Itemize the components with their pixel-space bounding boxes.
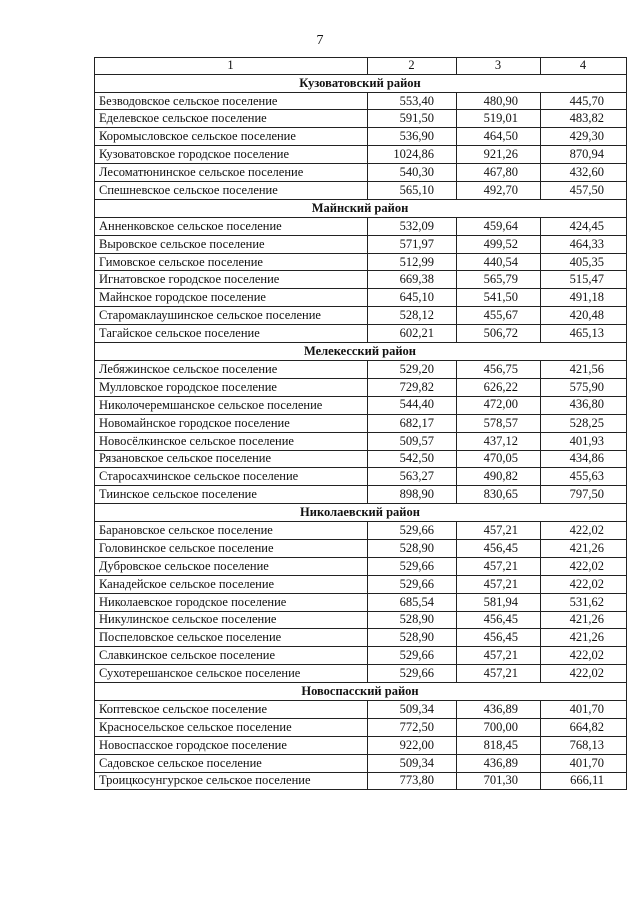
table-row <box>95 253 627 271</box>
table-row <box>95 575 627 593</box>
settlement-name: Лесоматюнинское сельское поселение <box>95 164 368 182</box>
settlement-name: Гимовское сельское поселение <box>95 253 368 271</box>
value-col-4: 666,11 <box>541 772 627 790</box>
value-col-2: 602,21 <box>368 325 457 343</box>
table-row <box>95 539 627 557</box>
settlement-name: Красносельское сельское поселение <box>95 718 368 736</box>
value-col-3: 456,75 <box>457 360 541 378</box>
value-col-3: 581,94 <box>457 593 541 611</box>
value-col-4: 445,70 <box>541 92 627 110</box>
settlement-name: Садовское сельское поселение <box>95 754 368 772</box>
column-number-3: 3 <box>457 58 541 75</box>
value-col-3: 457,21 <box>457 647 541 665</box>
table-row <box>95 128 627 146</box>
value-col-2: 922,00 <box>368 736 457 754</box>
settlement-name: Новоспасское городское поселение <box>95 736 368 754</box>
value-col-2: 571,97 <box>368 235 457 253</box>
value-col-3: 457,21 <box>457 665 541 683</box>
settlement-name: Анненковское сельское поселение <box>95 217 368 235</box>
settlement-name: Старосахчинское сельское поселение <box>95 468 368 486</box>
settlement-name: Дубровское сельское поселение <box>95 557 368 575</box>
value-col-2: 529,20 <box>368 360 457 378</box>
value-col-2: 529,66 <box>368 522 457 540</box>
value-col-2: 772,50 <box>368 718 457 736</box>
value-col-3: 455,67 <box>457 307 541 325</box>
settlement-name: Головинское сельское поселение <box>95 539 368 557</box>
table-row <box>95 593 627 611</box>
column-number-1: 1 <box>95 58 368 75</box>
value-col-4: 421,26 <box>541 629 627 647</box>
value-col-2: 1024,86 <box>368 146 457 164</box>
value-col-4: 797,50 <box>541 486 627 504</box>
value-col-4: 405,35 <box>541 253 627 271</box>
value-col-3: 457,21 <box>457 522 541 540</box>
value-col-3: 440,54 <box>457 253 541 271</box>
value-col-4: 421,26 <box>541 611 627 629</box>
settlement-name: Тагайское сельское поселение <box>95 325 368 343</box>
table-row <box>95 522 627 540</box>
value-col-3: 456,45 <box>457 611 541 629</box>
value-col-3: 519,01 <box>457 110 541 128</box>
district-name: Мелекесский район <box>95 343 627 361</box>
settlement-name: Николочеремшанское сельское поселение <box>95 396 368 414</box>
table-row <box>95 665 627 683</box>
settlement-name: Мулловское городское поселение <box>95 378 368 396</box>
table-row <box>95 647 627 665</box>
value-col-3: 506,72 <box>457 325 541 343</box>
value-col-2: 529,66 <box>368 575 457 593</box>
district-name: Кузоватовский район <box>95 74 627 92</box>
value-col-4: 491,18 <box>541 289 627 307</box>
value-col-2: 682,17 <box>368 414 457 432</box>
value-col-2: 542,50 <box>368 450 457 468</box>
settlement-name: Игнатовское городское поселение <box>95 271 368 289</box>
value-col-2: 645,10 <box>368 289 457 307</box>
settlement-name: Коптевское сельское поселение <box>95 700 368 718</box>
value-col-3: 626,22 <box>457 378 541 396</box>
table-row <box>95 754 627 772</box>
value-col-3: 541,50 <box>457 289 541 307</box>
settlement-name: Старомаклаушинское сельское поселение <box>95 307 368 325</box>
table-row <box>95 325 627 343</box>
value-col-2: 563,27 <box>368 468 457 486</box>
value-col-3: 467,80 <box>457 164 541 182</box>
table-row <box>95 450 627 468</box>
value-col-4: 424,45 <box>541 217 627 235</box>
value-col-3: 457,21 <box>457 557 541 575</box>
value-col-4: 528,25 <box>541 414 627 432</box>
value-col-2: 528,90 <box>368 611 457 629</box>
value-col-4: 421,26 <box>541 539 627 557</box>
value-col-3: 700,00 <box>457 718 541 736</box>
value-col-2: 898,90 <box>368 486 457 504</box>
value-col-3: 830,65 <box>457 486 541 504</box>
settlement-name: Коромысловское сельское поселение <box>95 128 368 146</box>
value-col-2: 528,90 <box>368 629 457 647</box>
district-header-row <box>95 343 627 361</box>
value-col-3: 437,12 <box>457 432 541 450</box>
settlement-name: Тиинское сельское поселение <box>95 486 368 504</box>
district-header-row <box>95 504 627 522</box>
table-row <box>95 182 627 200</box>
column-number-2: 2 <box>368 58 457 75</box>
value-col-3: 457,21 <box>457 575 541 593</box>
value-col-2: 529,66 <box>368 665 457 683</box>
value-col-2: 528,12 <box>368 307 457 325</box>
value-col-4: 422,02 <box>541 647 627 665</box>
settlement-name: Троицкосунгурское сельское поселение <box>95 772 368 790</box>
value-col-4: 432,60 <box>541 164 627 182</box>
value-col-4: 401,93 <box>541 432 627 450</box>
settlement-name: Поспеловское сельское поселение <box>95 629 368 647</box>
value-col-3: 436,89 <box>457 754 541 772</box>
value-col-3: 492,70 <box>457 182 541 200</box>
value-col-4: 422,02 <box>541 575 627 593</box>
table-row <box>95 235 627 253</box>
value-col-2: 553,40 <box>368 92 457 110</box>
value-col-4: 575,90 <box>541 378 627 396</box>
value-col-2: 669,38 <box>368 271 457 289</box>
value-col-2: 773,80 <box>368 772 457 790</box>
value-col-2: 532,09 <box>368 217 457 235</box>
column-number-row <box>95 58 627 75</box>
table-row <box>95 110 627 128</box>
value-col-4: 401,70 <box>541 700 627 718</box>
settlement-name: Славкинское сельское поселение <box>95 647 368 665</box>
value-col-2: 529,66 <box>368 557 457 575</box>
table-row <box>95 289 627 307</box>
table-row <box>95 557 627 575</box>
value-col-4: 436,80 <box>541 396 627 414</box>
page-number: 7 <box>316 33 324 48</box>
value-col-4: 768,13 <box>541 736 627 754</box>
table-row <box>95 378 627 396</box>
district-header-row <box>95 74 627 92</box>
value-col-3: 456,45 <box>457 629 541 647</box>
value-col-4: 457,50 <box>541 182 627 200</box>
value-col-3: 578,57 <box>457 414 541 432</box>
settlement-name: Новосёлкинское сельское поселение <box>95 432 368 450</box>
value-col-3: 565,79 <box>457 271 541 289</box>
settlement-name: Николаевское городское поселение <box>95 593 368 611</box>
value-col-3: 464,50 <box>457 128 541 146</box>
value-col-4: 422,02 <box>541 557 627 575</box>
value-col-3: 456,45 <box>457 539 541 557</box>
value-col-4: 455,63 <box>541 468 627 486</box>
district-header-row <box>95 683 627 701</box>
value-col-2: 544,40 <box>368 396 457 414</box>
table-row <box>95 307 627 325</box>
value-col-4: 422,02 <box>541 522 627 540</box>
value-col-4: 483,82 <box>541 110 627 128</box>
table-row <box>95 146 627 164</box>
settlement-name: Безводовское сельское поселение <box>95 92 368 110</box>
table-body <box>95 58 627 790</box>
value-col-4: 870,94 <box>541 146 627 164</box>
value-col-4: 422,02 <box>541 665 627 683</box>
table-row <box>95 217 627 235</box>
table-row <box>95 468 627 486</box>
settlements-table <box>94 57 627 790</box>
value-col-4: 420,48 <box>541 307 627 325</box>
settlement-name: Сухотерешанское сельское поселение <box>95 665 368 683</box>
value-col-2: 685,54 <box>368 593 457 611</box>
value-col-4: 434,86 <box>541 450 627 468</box>
settlement-name: Канадейское сельское поселение <box>95 575 368 593</box>
table-row <box>95 611 627 629</box>
settlement-name: Новомайнское городское поселение <box>95 414 368 432</box>
value-col-3: 459,64 <box>457 217 541 235</box>
value-col-2: 540,30 <box>368 164 457 182</box>
table-row <box>95 414 627 432</box>
value-col-4: 421,56 <box>541 360 627 378</box>
table-row <box>95 736 627 754</box>
table-row <box>95 772 627 790</box>
settlement-name: Лебяжинское сельское поселение <box>95 360 368 378</box>
district-header-row <box>95 199 627 217</box>
value-col-3: 490,82 <box>457 468 541 486</box>
settlement-name: Еделевское сельское поселение <box>95 110 368 128</box>
district-name: Майнский район <box>95 199 627 217</box>
table-row <box>95 271 627 289</box>
value-col-4: 464,33 <box>541 235 627 253</box>
district-name: Новоспасский район <box>95 683 627 701</box>
table-row <box>95 486 627 504</box>
value-col-4: 531,62 <box>541 593 627 611</box>
table-row <box>95 396 627 414</box>
value-col-3: 701,30 <box>457 772 541 790</box>
value-col-2: 565,10 <box>368 182 457 200</box>
value-col-2: 509,34 <box>368 754 457 772</box>
value-col-3: 921,26 <box>457 146 541 164</box>
value-col-4: 664,82 <box>541 718 627 736</box>
column-number-4: 4 <box>541 58 627 75</box>
settlement-name: Спешневское сельское поселение <box>95 182 368 200</box>
value-col-4: 429,30 <box>541 128 627 146</box>
value-col-2: 729,82 <box>368 378 457 396</box>
value-col-2: 528,90 <box>368 539 457 557</box>
table-row <box>95 360 627 378</box>
value-col-4: 515,47 <box>541 271 627 289</box>
value-col-4: 401,70 <box>541 754 627 772</box>
settlement-name: Выровское сельское поселение <box>95 235 368 253</box>
value-col-2: 509,57 <box>368 432 457 450</box>
table-row <box>95 432 627 450</box>
value-col-3: 472,00 <box>457 396 541 414</box>
settlement-name: Барановское сельское поселение <box>95 522 368 540</box>
table-row <box>95 92 627 110</box>
value-col-2: 536,90 <box>368 128 457 146</box>
value-col-3: 818,45 <box>457 736 541 754</box>
settlement-name: Никулинское сельское поселение <box>95 611 368 629</box>
settlement-name: Майнское городское поселение <box>95 289 368 307</box>
value-col-2: 591,50 <box>368 110 457 128</box>
value-col-3: 499,52 <box>457 235 541 253</box>
value-col-3: 470,05 <box>457 450 541 468</box>
settlement-name: Рязановское сельское поселение <box>95 450 368 468</box>
value-col-4: 465,13 <box>541 325 627 343</box>
table-row <box>95 164 627 182</box>
value-col-2: 529,66 <box>368 647 457 665</box>
settlement-name: Кузоватовское городское поселение <box>95 146 368 164</box>
district-name: Николаевский район <box>95 504 627 522</box>
table-row <box>95 718 627 736</box>
value-col-3: 480,90 <box>457 92 541 110</box>
table-row <box>95 629 627 647</box>
value-col-3: 436,89 <box>457 700 541 718</box>
table-row <box>95 700 627 718</box>
value-col-2: 509,34 <box>368 700 457 718</box>
value-col-2: 512,99 <box>368 253 457 271</box>
